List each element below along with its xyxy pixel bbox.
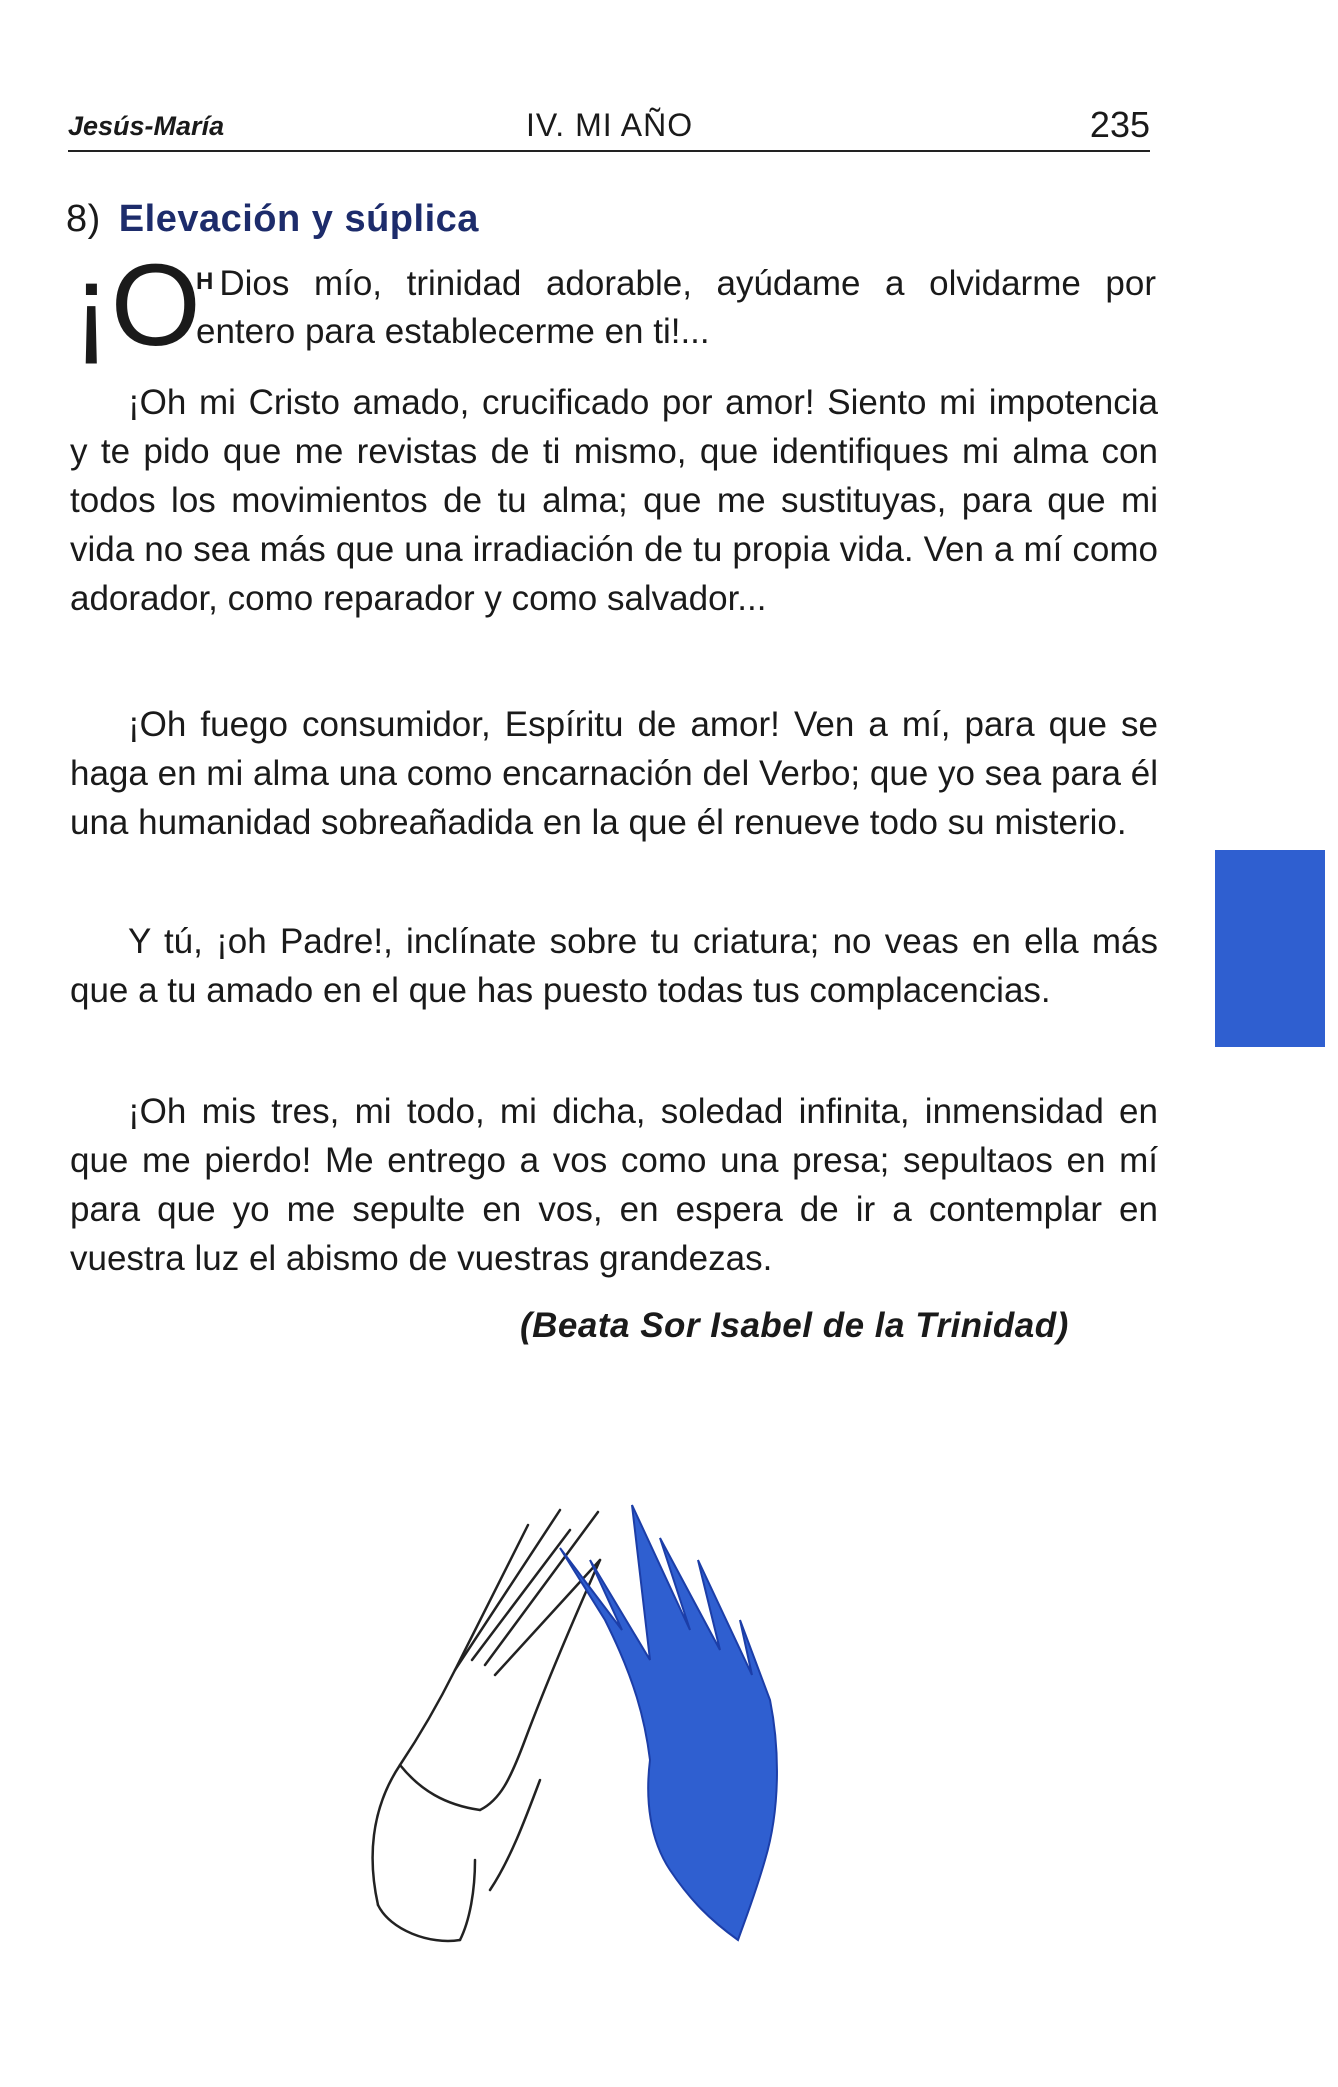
paragraph-1 <box>196 258 1156 356</box>
paragraph-1-small: H <box>196 268 214 295</box>
section-title: Elevación y súplica <box>118 198 479 240</box>
header-chapter: IV. MI AÑO <box>526 107 694 143</box>
praying-hands-icon <box>360 1500 920 1970</box>
page-number: 235 <box>1089 104 1150 145</box>
section-heading <box>66 198 479 241</box>
paragraph-2: ¡Oh mi Cristo amado, crucificado por amor! Siento mi impotencia y te pido que me revistas de ti mismo, que identifiques mi alma con todos los movimientos de tu alma; que me sustituyas, para que mi vida no sea más que una irradiación de tu propia vida. Ven a mí como adorador, como reparador y como salvador... <box>70 383 1158 618</box>
section-number: 8) <box>66 198 101 240</box>
paragraph-5: ¡Oh mis tres, mi todo, mi dicha, soledad infinita, inmensidad en que me pierdo! Me entrego a vos como una presa; sepultaos en mí para que yo me sepulte en vos, en espera de ir a contemplar en vuestra luz el abismo de vuestras grandezas. <box>70 1092 1158 1278</box>
paragraph-1-text: Dios mío, trinidad adorable, ayúdame a olvidarme por entero para establecerme en ti!... <box>196 264 1156 351</box>
paragraph-4: Y tú, ¡oh Padre!, inclínate sobre tu criatura; no veas en ella más que a tu amado en el que has puesto todas tus complacencias. <box>70 922 1158 1010</box>
drop-cap: ¡O <box>72 240 201 370</box>
page-header <box>68 100 1150 152</box>
signature-attribution: (Beata Sor Isabel de la Trinidad) <box>520 1306 1069 1345</box>
paragraph-3: ¡Oh fuego consumidor, Espíritu de amor! Ven a mí, para que se haga en mi alma una como encarnación del Verbo; que yo sea para él una humanidad sobreañadida en la que él renueve todo su misterio. <box>70 705 1158 842</box>
side-color-tab <box>1215 850 1325 1047</box>
left-hand-icon <box>373 1510 600 1941</box>
header-author: Jesús-María <box>68 111 225 141</box>
right-hand-icon <box>560 1505 777 1940</box>
